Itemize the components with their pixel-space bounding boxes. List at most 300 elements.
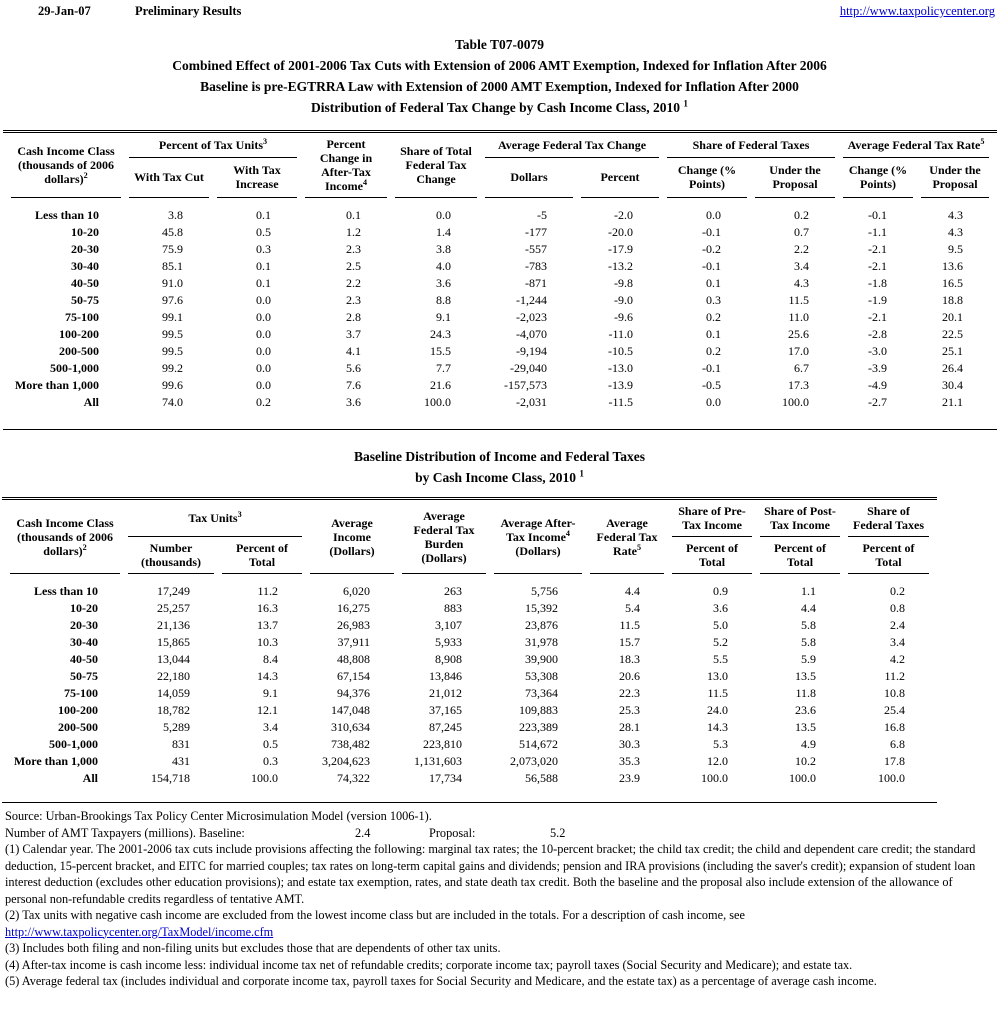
row-label: Less than 10: [33, 584, 98, 598]
cell-value: 12.0: [707, 754, 729, 768]
table-row: [10, 617, 929, 634]
cell-value: 8.8: [436, 293, 451, 307]
cell-value: -5: [537, 208, 547, 222]
cell-value: 20.6: [619, 669, 641, 683]
cell-value: 11.5: [707, 686, 729, 700]
cell-value: 0.3: [706, 293, 722, 307]
cell-value: 0.9: [713, 584, 729, 598]
cell-value: 0.3: [263, 754, 279, 768]
cell-value: 25.4: [884, 703, 906, 717]
cell-value: 5.5: [713, 652, 729, 666]
footnote-4: (4) After-tax income is cash income less: individual income tax net of refundable credits; corporate income tax; payroll taxes (Social Security and Medicare); and estate tax.: [5, 957, 853, 972]
cell-value: 24.0: [707, 703, 729, 717]
income-definition-link[interactable]: http://www.taxpolicycenter.org/TaxModel/income.cfm: [5, 924, 274, 939]
table-row: [11, 377, 989, 394]
cell-value: 11.8: [795, 686, 817, 700]
cell-value: 4.3: [948, 208, 964, 222]
cell-value: 7.7: [436, 361, 451, 375]
footnote-2: (2) Tax units with negative cash income are excluded from the lowest income class but are included in the totals. For a description of cash income, see: [5, 908, 745, 922]
row-label: 500-1,000: [50, 361, 99, 375]
cell-value: 0.0: [256, 310, 271, 324]
table-row: [10, 702, 929, 719]
cell-value: 14,059: [157, 686, 190, 700]
row-label: 75-100: [64, 686, 98, 700]
cell-value: 100.0: [424, 395, 451, 409]
row-label: More than 1,000: [13, 754, 98, 768]
row-label: 75-100: [65, 310, 99, 324]
cell-value: 0.1: [256, 208, 271, 222]
col-header-average-federal-tax-rate: Average Federal Tax Rate$^5$: [590, 500, 664, 574]
cell-value: 1.2: [346, 225, 361, 239]
cell-value: 100.0: [701, 771, 729, 785]
cell-value: 223,810: [423, 737, 463, 751]
page-header: [0, 0, 999, 30]
cell-value: 0.2: [256, 395, 271, 409]
cell-value: 0.3: [256, 242, 271, 256]
cell-value: 4.1: [346, 344, 361, 358]
row-label: All: [82, 771, 98, 785]
cell-value: 13.5: [795, 669, 817, 683]
row-label: 50-75: [70, 669, 98, 683]
col-header-share-total-federal-tax-change: Share of Total Federal Tax Change: [395, 133, 477, 198]
cell-value: -1,244: [516, 293, 547, 307]
cell-value: -13.9: [608, 378, 634, 392]
cell-value: 109,883: [519, 703, 559, 717]
col-header-percent-of-total: Percent of Total: [848, 537, 929, 574]
cell-value: 97.6: [162, 293, 183, 307]
cell-value: 831: [172, 737, 190, 751]
table-row: [10, 668, 929, 685]
cell-value: 67,154: [337, 669, 371, 683]
table1-title-block: [0, 34, 999, 118]
cell-value: -2.1: [868, 310, 888, 324]
table-row: [11, 360, 989, 377]
footnote-1: (1) Calendar year. The 2001-2006 tax cuts include provisions affecting the following: marginal tax rates; the 10-percent bracket; the child tax credit; the child and dependent care credit; the standard deduction, 15-percent bracket, and EITC for married couples; tax rates on long-term capital gains and dividends; pension and IRA provisions (including the saver's credit); expansion of student loan interest deduction (excludes other education provisions); and estate tax exemption, rates, and state death tax credit. Both the baseline and the proposal also include extension of the allowance of personal non-refundable credits regardless of tentative AMT.: [5, 842, 976, 906]
cell-value: -4.9: [868, 378, 888, 392]
cell-value: 23.9: [619, 771, 641, 785]
row-label: All: [83, 395, 99, 409]
cell-value: 100.0: [251, 771, 279, 785]
row-label: Less than 10: [34, 208, 99, 222]
cell-value: 0.5: [256, 225, 271, 239]
col-header-dollars: Dollars: [485, 158, 573, 198]
cell-value: 28.1: [619, 720, 641, 734]
col-header-average-income: Average Income (Dollars): [310, 500, 394, 574]
cell-value: -1.8: [868, 276, 888, 290]
cell-value: 10.8: [884, 686, 906, 700]
cell-value: 5.8: [801, 635, 817, 649]
cell-value: 15,392: [525, 601, 559, 615]
row-label: 30-40: [71, 259, 99, 273]
row-label: 20-30: [71, 242, 99, 256]
cell-value: 15,865: [157, 635, 190, 649]
cell-value: 2.4: [890, 618, 906, 632]
cell-value: 17.3: [788, 378, 810, 392]
cell-value: 3.6: [346, 395, 361, 409]
cell-value: 4.2: [890, 652, 906, 666]
col-group-percent-of-tax-units: Percent of Tax Units$^3$: [129, 133, 297, 158]
cell-value: -0.1: [702, 361, 722, 375]
cell-value: 0.8: [890, 601, 906, 615]
row-label: 30-40: [70, 635, 98, 649]
cell-value: 16.5: [942, 276, 964, 290]
cell-value: 9.5: [948, 242, 964, 256]
cell-value: 147,048: [331, 703, 371, 717]
cell-value: 0.2: [794, 208, 810, 222]
cell-value: 26.4: [942, 361, 964, 375]
table-row: [11, 326, 989, 343]
cell-value: 3.7: [346, 327, 361, 341]
title-line-baseline: Baseline is pre-EGTRRA Law with Extension of 2000 AMT Exemption, Indexed for Inflation After 2000: [200, 79, 799, 94]
cell-value: 5,289: [163, 720, 190, 734]
baseline-distribution-table: [2, 497, 937, 803]
amt-proposal-value: 5.2: [550, 825, 566, 840]
table-row: [10, 651, 929, 668]
cell-value: 0.1: [256, 276, 271, 290]
cell-value: 2.2: [346, 276, 361, 290]
cell-value: 2.3: [346, 293, 361, 307]
cell-value: 223,389: [519, 720, 559, 734]
cell-value: 94,376: [337, 686, 371, 700]
cell-value: 17,249: [157, 584, 190, 598]
cell-value: 3,204,623: [322, 754, 371, 768]
table-row: [10, 736, 929, 753]
cell-value: 39,900: [525, 652, 559, 666]
cell-value: -9,194: [516, 344, 547, 358]
title-line-combined-effect: Combined Effect of 2001-2006 Tax Cuts with Extension of 2006 AMT Exemption, Indexed for Inflation After 2006: [172, 58, 827, 73]
col-header-percent-of-total: Percent of Total: [222, 537, 302, 574]
row-label: 20-30: [70, 618, 98, 632]
cell-value: 4.9: [801, 737, 817, 751]
row-label: 40-50: [71, 276, 99, 290]
table-row: [10, 634, 929, 651]
cell-value: -4,070: [516, 327, 547, 341]
cell-value: 5.9: [801, 652, 817, 666]
cell-value: 11.0: [788, 310, 810, 324]
cell-value: 0.7: [794, 225, 810, 239]
col-header-pct-change-after-tax-income: Percent Change in After-Tax Income$^4$: [305, 133, 387, 198]
cell-value: 0.0: [256, 344, 271, 358]
col-header-average-federal-tax-burden: Average Federal Tax Burden (Dollars): [402, 500, 486, 574]
cell-value: 21.6: [430, 378, 451, 392]
table2-title-block: [0, 446, 999, 488]
cell-value: 22.3: [619, 686, 641, 700]
col-group-tax-units: Tax Units$^3$: [128, 500, 302, 537]
cell-value: -3.9: [868, 361, 888, 375]
cell-value: 154,718: [151, 771, 190, 785]
cell-value: -157,573: [504, 378, 547, 392]
cell-value: 26,983: [337, 618, 371, 632]
cell-value: -2.7: [868, 395, 888, 409]
cell-value: 21.1: [942, 395, 964, 409]
cell-value: 25.3: [619, 703, 641, 717]
cell-value: 30.3: [619, 737, 641, 751]
cell-value: 16,275: [337, 601, 371, 615]
cell-value: 1,131,603: [414, 754, 463, 768]
cell-value: 5,756: [531, 584, 559, 598]
cell-value: 6.8: [890, 737, 906, 751]
cell-value: 100.0: [878, 771, 906, 785]
col-header-change-points: Change (% Points): [667, 158, 747, 198]
cell-value: 6,020: [343, 584, 371, 598]
cell-value: 13.5: [795, 720, 817, 734]
table-row: [11, 292, 989, 309]
cell-value: 0.1: [256, 259, 271, 273]
cell-value: 2.2: [794, 242, 810, 256]
cell-value: 13,846: [429, 669, 463, 683]
table-row: [11, 394, 989, 429]
col-header-percent: Percent: [581, 158, 659, 198]
footnotes-section: [0, 808, 999, 990]
col-group-average-federal-tax-rate: Average Federal Tax Rate$^5$: [843, 133, 989, 158]
cell-value: 99.6: [162, 378, 183, 392]
cell-value: 3.6: [436, 276, 451, 290]
cell-value: 2.3: [346, 242, 361, 256]
table-row: [10, 753, 929, 770]
cell-value: 25.6: [788, 327, 810, 341]
col-header-cash-income-class: Cash Income Class (thousands of 2006 dollars)$^2$: [10, 500, 120, 574]
table-row: [10, 719, 929, 736]
cell-value: 5.6: [346, 361, 361, 375]
table-row: [11, 198, 989, 224]
col-header-percent-of-total: Percent of Total: [672, 537, 752, 574]
tax-change-table: [3, 130, 997, 430]
cell-value: 31,978: [525, 635, 559, 649]
cell-value: 37,165: [429, 703, 463, 717]
cell-value: -17.9: [608, 242, 634, 256]
cell-value: 0.0: [256, 361, 271, 375]
cell-value: 74.0: [162, 395, 183, 409]
cell-value: -2.1: [868, 259, 888, 273]
cell-value: 17.8: [884, 754, 906, 768]
cell-value: 0.0: [706, 395, 722, 409]
table-number-title: Table T07-0079: [455, 37, 544, 52]
cell-value: 0.2: [706, 344, 722, 358]
row-label: 40-50: [70, 652, 98, 666]
cell-value: -2.8: [868, 327, 888, 341]
cell-value: 883: [444, 601, 463, 615]
amt-baseline-value: 2.4: [355, 825, 371, 840]
table-row: [10, 685, 929, 702]
cell-value: 3.8: [436, 242, 451, 256]
cell-value: 24.3: [430, 327, 451, 341]
cell-value: 0.2: [890, 584, 906, 598]
cell-value: 25.1: [942, 344, 964, 358]
cell-value: 3.4: [263, 720, 279, 734]
cell-value: -9.6: [614, 310, 634, 324]
cell-value: -3.0: [868, 344, 888, 358]
cell-value: 85.1: [162, 259, 183, 273]
amt-proposal-label: Proposal:: [429, 825, 476, 840]
cell-value: 0.0: [256, 327, 271, 341]
cell-value: 0.5: [263, 737, 279, 751]
cell-value: 8.4: [263, 652, 279, 666]
cell-value: 15.5: [430, 344, 451, 358]
cell-value: 2.5: [346, 259, 361, 273]
cell-value: 0.0: [706, 208, 722, 222]
cell-value: 14.3: [707, 720, 729, 734]
cell-value: 0.0: [256, 378, 271, 392]
col-header-percent-of-total: Percent of Total: [760, 537, 840, 574]
col-header-under-proposal: Under the Proposal: [755, 158, 835, 198]
cell-value: 17.0: [788, 344, 810, 358]
cell-value: 18.8: [942, 293, 964, 307]
cell-value: 13.7: [257, 618, 279, 632]
cell-value: -2.0: [614, 208, 634, 222]
cell-value: 16.3: [257, 601, 279, 615]
col-header-average-after-tax-income: Average After-Tax Income$^4$ (Dollars): [494, 500, 582, 574]
cell-value: 4.0: [436, 259, 451, 273]
report-status: Preliminary Results: [135, 4, 242, 18]
table-row: [11, 309, 989, 326]
cell-value: 20.1: [942, 310, 964, 324]
cell-value: 56,588: [525, 771, 559, 785]
col-header-number-thousands: Number (thousands): [128, 537, 214, 574]
cell-value: 99.2: [162, 361, 183, 375]
cell-value: 3.8: [168, 208, 183, 222]
cell-value: 18.3: [619, 652, 641, 666]
cell-value: -2,031: [516, 395, 547, 409]
cell-value: 2.8: [346, 310, 361, 324]
cell-value: 11.2: [884, 669, 906, 683]
cell-value: 91.0: [162, 276, 183, 290]
cell-value: -557: [525, 242, 547, 256]
cell-value: 5.3: [713, 737, 729, 751]
source-note: Source: Urban-Brookings Tax Policy Center Microsimulation Model (version 1006-1).: [5, 809, 432, 823]
cell-value: 73,364: [525, 686, 559, 700]
amt-taxpayers-label: Number of AMT Taxpayers (millions). Baseline:: [5, 825, 245, 840]
cell-value: -177: [525, 225, 547, 239]
table-row: [11, 241, 989, 258]
cell-value: 16.8: [884, 720, 906, 734]
cell-value: 99.1: [162, 310, 183, 324]
row-label: 100-200: [58, 703, 98, 717]
cell-value: 23.6: [795, 703, 817, 717]
cell-value: -1.9: [868, 293, 888, 307]
row-label: 10-20: [70, 601, 98, 615]
cell-value: 13.0: [707, 669, 729, 683]
cell-value: -20.0: [608, 225, 634, 239]
cell-value: -0.1: [868, 208, 888, 222]
col-group-share-post-tax-income: Share of Post-Tax Income: [760, 500, 840, 537]
table-row: [10, 574, 929, 600]
cell-value: -9.8: [614, 276, 634, 290]
row-label: 100-200: [59, 327, 99, 341]
cell-value: 10.2: [795, 754, 817, 768]
cell-value: 30.4: [942, 378, 964, 392]
cell-value: 11.5: [619, 618, 641, 632]
row-label: 10-20: [71, 225, 99, 239]
cell-value: 0.1: [706, 327, 722, 341]
cell-value: 21,012: [429, 686, 463, 700]
row-label: 500-1,000: [49, 737, 98, 751]
footnote-3: (3) Includes both filing and non-filing units but excludes those that are dependents of other tax units.: [5, 941, 501, 955]
cell-value: 9.1: [436, 310, 451, 324]
title-line-distribution: Distribution of Federal Tax Change by Cash Income Class, 2010 $^1$: [310, 98, 688, 115]
cell-value: 7.6: [346, 378, 361, 392]
cell-value: 0.0: [436, 208, 451, 222]
cell-value: 0.1: [346, 208, 361, 222]
cell-value: 45.8: [162, 225, 183, 239]
cell-value: 10.3: [257, 635, 279, 649]
cell-value: -11.5: [608, 395, 634, 409]
cell-value: 4.3: [948, 225, 964, 239]
footnote-5: (5) Average federal tax (includes individual and corporate income tax, payroll taxes for Social Security and Medicare, and the estate tax) as a percentage of average cash income.: [5, 974, 877, 988]
cell-value: 53,308: [525, 669, 559, 683]
table1-body: [11, 198, 989, 429]
cell-value: 738,482: [331, 737, 371, 751]
cell-value: 3.4: [794, 259, 810, 273]
amt-taxpayers-line: [5, 825, 995, 842]
cell-value: 514,672: [519, 737, 559, 751]
row-label: 50-75: [71, 293, 99, 307]
taxpolicycenter-link[interactable]: http://www.taxpolicycenter.org: [839, 4, 995, 18]
cell-value: 23,876: [525, 618, 559, 632]
cell-value: 263: [444, 584, 463, 598]
report-date: 29-Jan-07: [38, 4, 91, 18]
table2-header: [10, 500, 929, 574]
cell-value: 8,908: [435, 652, 463, 666]
cell-value: 0.2: [706, 310, 722, 324]
cell-value: 22,180: [157, 669, 190, 683]
cell-value: -0.5: [702, 378, 722, 392]
cell-value: 75.9: [162, 242, 183, 256]
col-group-average-federal-tax-change: Average Federal Tax Change: [485, 133, 659, 158]
cell-value: -13.2: [608, 259, 634, 273]
cell-value: 17,734: [429, 771, 463, 785]
cell-value: 0.0: [256, 293, 271, 307]
table2-body: [10, 574, 929, 802]
cell-value: 48,808: [337, 652, 371, 666]
cell-value: 9.1: [263, 686, 279, 700]
row-label: 200-500: [58, 720, 98, 734]
row-label: 200-500: [59, 344, 99, 358]
cell-value: 22.5: [942, 327, 964, 341]
col-header-under-proposal: Under the Proposal: [921, 158, 989, 198]
cell-value: 13.6: [942, 259, 964, 273]
cell-value: 4.4: [625, 584, 641, 598]
cell-value: -0.2: [702, 242, 722, 256]
table-row: [11, 343, 989, 360]
cell-value: 310,634: [331, 720, 371, 734]
cell-value: 5,933: [435, 635, 463, 649]
cell-value: -1.1: [868, 225, 888, 239]
col-header-with-tax-cut: With Tax Cut: [129, 158, 209, 198]
cell-value: 0.1: [706, 276, 722, 290]
cell-value: 35.3: [619, 754, 641, 768]
cell-value: 25,257: [157, 601, 190, 615]
cell-value: -9.0: [614, 293, 634, 307]
table2-title-line1: Baseline Distribution of Income and Federal Taxes: [353, 449, 645, 464]
table-row: [11, 224, 989, 241]
cell-value: -0.1: [702, 259, 722, 273]
cell-value: 12.1: [257, 703, 279, 717]
cell-value: 37,911: [337, 635, 371, 649]
col-group-share-of-federal-taxes: Share of Federal Taxes: [667, 133, 835, 158]
cell-value: 99.5: [162, 327, 183, 341]
cell-value: 3,107: [435, 618, 463, 632]
cell-value: -10.5: [608, 344, 634, 358]
cell-value: 4.4: [801, 601, 817, 615]
cell-value: 100.0: [789, 771, 817, 785]
col-group-share-federal-taxes: Share of Federal Taxes: [848, 500, 929, 537]
cell-value: 11.2: [257, 584, 279, 598]
cell-value: 5.8: [801, 618, 817, 632]
cell-value: 1.1: [801, 584, 817, 598]
cell-value: -2,023: [516, 310, 547, 324]
cell-value: 21,136: [157, 618, 190, 632]
col-header-cash-income-class: Cash Income Class (thousands of 2006 dollars)$^2$: [11, 133, 121, 198]
